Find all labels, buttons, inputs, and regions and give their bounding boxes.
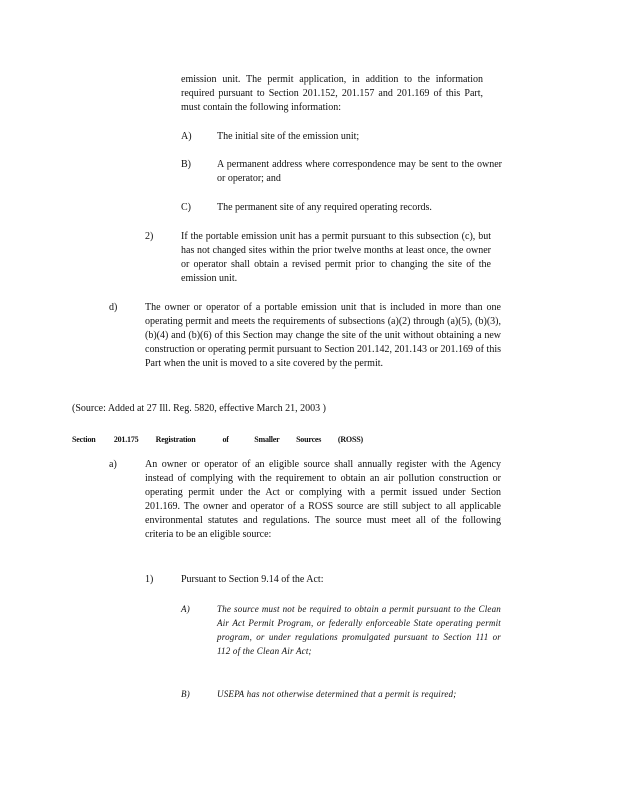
list-marker-b: B) — [181, 159, 191, 170]
item-2-paragraph: If the portable emission unit has a permit pursuant to this subsection (c), but has not changed sites within the prior twelve months at least once, the owner or operator shall obtain a revised permit prior to changing the site of the emission unit. — [181, 231, 491, 284]
source-note: (Source: Added at 27 Ill. Reg. 5820, effective March 21, 2003 ) — [72, 403, 326, 414]
section-number: 201.175 — [113, 435, 139, 444]
section-title-word: (ROSS) — [337, 435, 363, 444]
list-item-initial-site: The initial site of the emission unit; — [217, 131, 360, 142]
section-heading — [72, 433, 363, 447]
section-title-word: Registration — [155, 435, 196, 444]
item-2-marker: 2) — [145, 231, 154, 242]
item-d-marker: d) — [109, 302, 118, 313]
item-1-text: Pursuant to Section 9.14 of the Act: — [181, 574, 324, 585]
section-title-word: of — [222, 435, 229, 444]
item-1-marker: 1) — [145, 574, 154, 585]
list-item-operating-records: The permanent site of any required operating records. — [217, 202, 432, 213]
section-label: Section — [72, 435, 96, 444]
list-marker-c: C) — [181, 202, 191, 213]
list-item-permanent-address: A permanent address where correspondence may be sent to the owner or operator; and — [217, 159, 502, 184]
list-marker-a: A) — [181, 131, 192, 142]
sub-item-usepa: USEPA has not otherwise determined that a permit is required; — [217, 689, 457, 699]
item-a-marker: a) — [109, 459, 117, 470]
sub-item-marker-a: A) — [181, 604, 190, 614]
lead-paragraph: emission unit. The permit application, in addition to the information required pursuant to Section 201.152, 201.157 and 201.169 of this Part, must contain the following information: — [181, 74, 483, 113]
sub-item-marker-b: B) — [181, 689, 190, 699]
sub-item-clean-air-act: The source must not be required to obtain a permit pursuant to the Clean Air Act Permit Program, or federally enforceable State operating permit program, or under regulations promulgated pursuant to Section 111 or 112 of the Clean Air Act; — [217, 604, 501, 656]
section-title-word: Smaller — [254, 435, 280, 444]
section-title-word: Sources — [296, 435, 322, 444]
item-a-paragraph: An owner or operator of an eligible source shall annually register with the Agency instead of complying with the requirement to obtain an air pollution construction or operating permit under the Act or complying with a permit issued under Section 201.169. The owner and operator of a ROSS source are still subject to all applicable environmental statutes and regulations. The source must meet all of the following criteria to be an eligible source: — [145, 459, 501, 540]
item-d-paragraph: The owner or operator of a portable emission unit that is included in more than one operating permit and meets the requirements of subsections (a)(2) through (a)(5), (b)(3), (b)(4) and (b)(6) of this Section may change the site of the unit without obtaining a new construction or operating permit pursuant to Section 201.142, 201.143 or 201.169 of this Part when the unit is moved to a site covered by the permit. — [145, 302, 501, 369]
